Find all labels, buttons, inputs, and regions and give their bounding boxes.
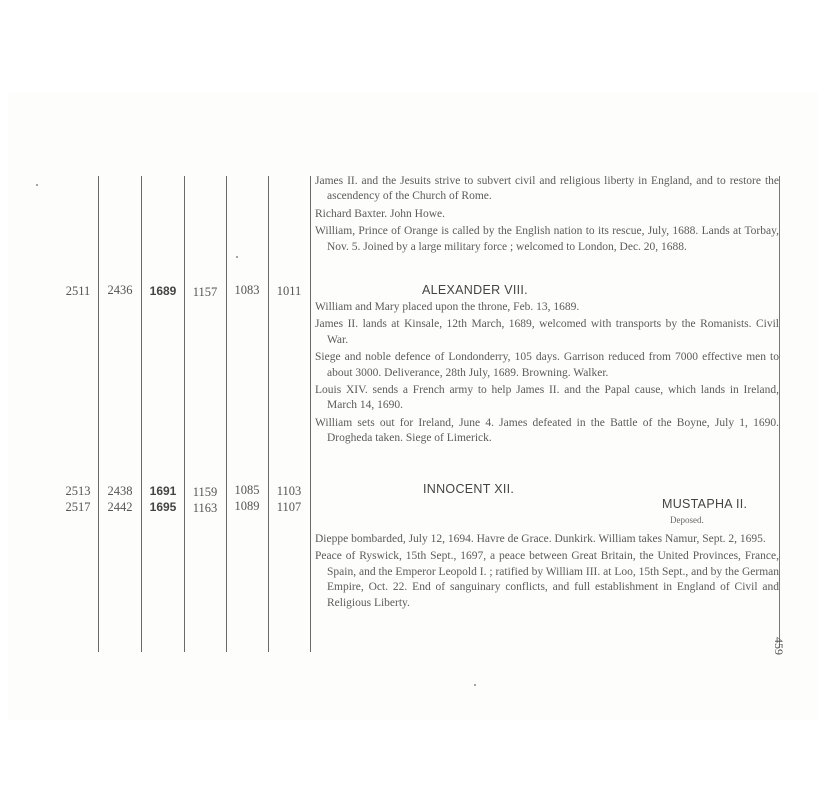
entries-top xyxy=(315,174,779,257)
entry: William and Mary placed upon the throne, Feb. 13, 1689. xyxy=(315,301,580,313)
entry: Peace of Ryswick, 15th Sept., 1697, a peace between Great Britain, the United Provinces, France, Spain, and the Emperor Leopold I. ; ratified by William III. at Loo, 15th Sept., and by the German Empire, Oct. 22. End of sanguinary conflicts, and full establishment in England of Civil and Religious Liberty. xyxy=(315,550,779,609)
year-cell: 1689 xyxy=(149,284,177,298)
entries-middle xyxy=(315,300,779,449)
year-cell: 1159 xyxy=(192,485,218,499)
column-rule xyxy=(226,176,227,652)
entry: James II. lands at Kinsale, 12th March, 1689, welcomed with transports by the Romanists. Civil War. xyxy=(315,318,779,346)
year-cell: 1695 xyxy=(149,500,177,514)
year-cell: 2436 xyxy=(107,283,133,297)
year-cell: 2442 xyxy=(107,500,133,514)
year-cell: 1691 xyxy=(149,484,177,498)
entries-bottom xyxy=(315,532,779,613)
column-rule xyxy=(184,176,185,652)
margin-mark xyxy=(36,184,38,186)
entry: William sets out for Ireland, June 4. James defeated in the Battle of the Boyne, July 1, 1690. Drogheda taken. Siege of Limerick. xyxy=(315,416,779,445)
year-cell: 1085 xyxy=(234,483,260,497)
entry: William, Prince of Orange is called by the English nation to its rescue, July, 1688. Lands at Torbay, Nov. 5. Joined by a large military force ; welcomed to London, Dec. 20, 1688. xyxy=(315,225,779,253)
year-cell: 1011 xyxy=(276,284,302,298)
sultan-note: Deposed. xyxy=(670,515,704,525)
entry: Louis XIV. sends a French army to help James II. and the Papal cause, which lands in Ireland, March 14, 1690. xyxy=(315,384,779,412)
entry: James II. and the Jesuits strive to subvert civil and religious liberty in England, and to restore the ascendency of the Church of Rome. xyxy=(315,175,779,203)
year-cell: 2438 xyxy=(107,484,133,498)
pope-heading: ALEXANDER VIII. xyxy=(422,283,528,297)
year-cell: 2511 xyxy=(65,284,91,298)
year-cell: 1083 xyxy=(234,283,260,297)
year-cell: 1089 xyxy=(234,499,260,513)
column-rule xyxy=(310,176,311,652)
year-cell: 1107 xyxy=(276,500,302,514)
year-cell: 1103 xyxy=(276,484,302,498)
sultan-heading: MUSTAPHA II. xyxy=(662,497,748,511)
year-cell: 1163 xyxy=(192,501,218,515)
column-rule xyxy=(268,176,269,652)
margin-mark xyxy=(236,256,238,258)
year-cell: 1157 xyxy=(192,285,218,299)
year-cell: 2517 xyxy=(65,500,91,514)
margin-mark xyxy=(474,684,476,686)
pope-heading: INNOCENT XII. xyxy=(423,482,515,496)
entry: Richard Baxter. John Howe. xyxy=(315,207,445,220)
column-rule xyxy=(98,176,99,652)
entry: Siege and noble defence of Londonderry, 105 days. Garrison reduced from 7000 effective men to about 3000. Deliverance, 28th July, 1689. Browning. Walker. xyxy=(315,351,779,379)
right-margin-rule xyxy=(779,176,780,648)
page-number: 459 xyxy=(772,637,786,655)
entry: Dieppe bombarded, July 12, 1694. Havre de Grace. Dunkirk. William takes Namur, Sept. 2, 1695. xyxy=(315,533,766,545)
year-cell: 2513 xyxy=(65,484,91,498)
column-rule xyxy=(141,176,142,652)
